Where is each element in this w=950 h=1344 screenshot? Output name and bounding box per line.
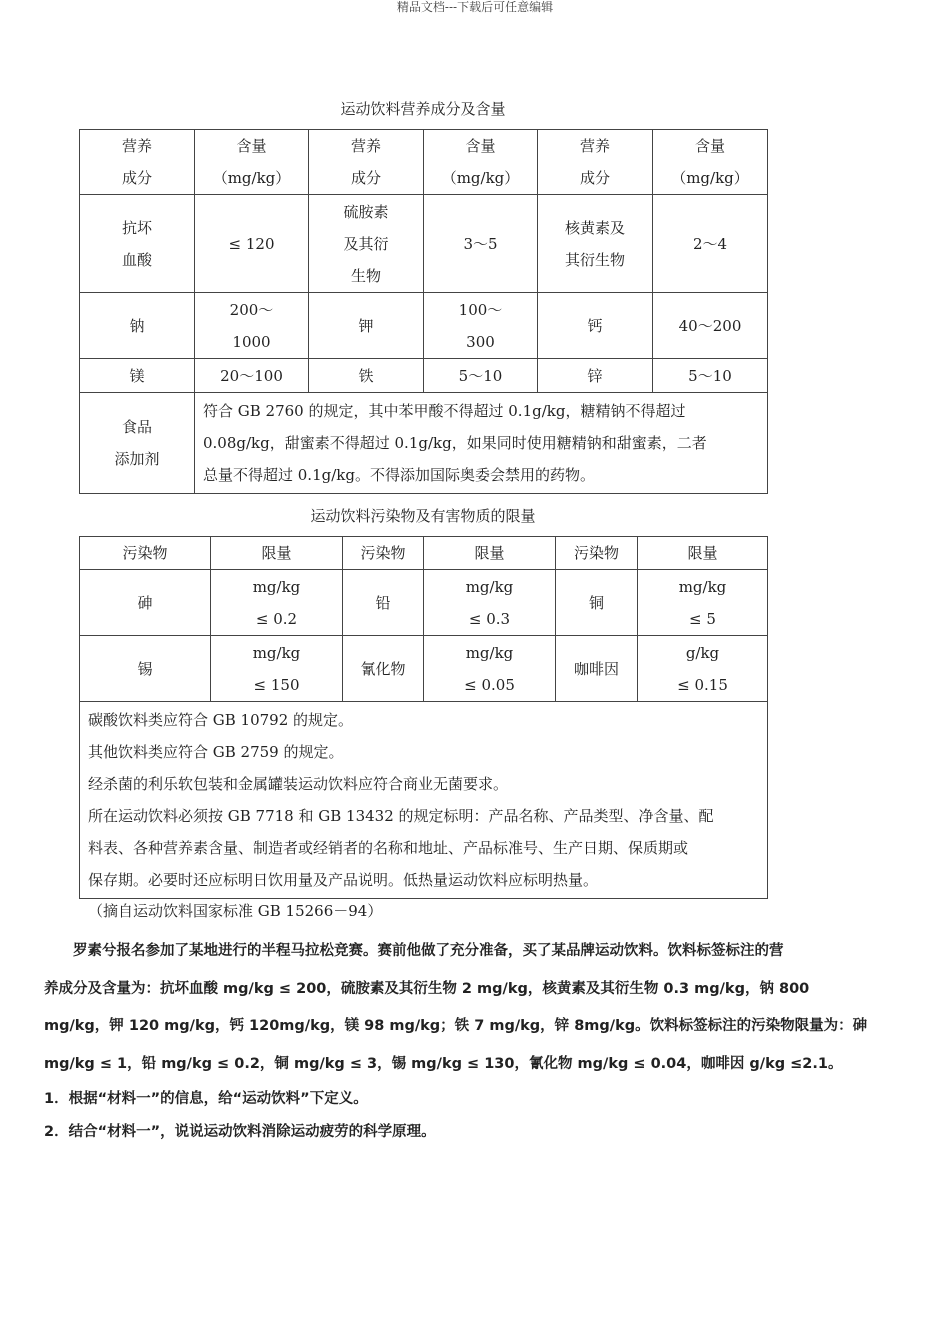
cell: 硫胺素 及其衍 生物 bbox=[309, 195, 424, 293]
notes-cell: 碳酸饮料类应符合 GB 10792 的规定。 其他饮料类应符合 GB 2759 的规定。 经杀菌的利乐软包装和金属罐装运动饮料应符合商业无菌要求。 所在运动饮料必须按 GB 7718 和 GB 13432 的规定标明：产品名称、产品类型、净含量、配 料表、各种营养素含量、制造者或经销者的名称和地址、产品标准号、生产日期、保质期或 保存期。必要时还应标明日饮用量及产品说明。低热量运动饮料应标明热量。 bbox=[80, 702, 768, 899]
cell: ≤ 120 bbox=[195, 195, 309, 293]
additive-text: 符合 GB 2760 的规定，其中苯甲酸不得超过 0.1g/kg，糖精钠不得超过 0.08g/kg，甜蜜素不得超过 0.1g/kg，如果同时使用糖精钠和甜蜜素，二者 总量不得超过 0.1g/kg。不得添加国际奥委会禁用的药物。 bbox=[195, 393, 768, 494]
contaminant-table bbox=[79, 536, 768, 899]
cell: mg/kg ≤ 0.05 bbox=[424, 636, 556, 702]
header-cell: 含量 （mg/kg） bbox=[195, 130, 309, 195]
cell: mg/kg ≤ 0.3 bbox=[424, 570, 556, 636]
material-paragraph: 罗素兮报名参加了某地进行的半程马拉松竞赛。赛前他做了充分准备，买了某品牌运动饮料。饮料标签标注的营 养成分及含量为：抗坏血酸 mg/kg ≤ 200，硫胺素及其衍生物 2 mg/kg，核黄素及其衍生物 0.3 mg/kg，钠 800 mg/kg，钾 120 mg/kg，钙 120mg/kg，镁 98 mg/kg；铁 7 mg/kg，锌 8mg/kg。饮料标签标注的污染物限量为：砷 mg/kg ≤ 1，铅 mg/kg ≤ 0.2，铜 mg/kg ≤ 3，锡 mg/kg ≤ 130，氰化物 mg/kg ≤ 0.04，咖啡因 g/kg ≤2.1。 bbox=[44, 943, 868, 1072]
header-cell: 营养 成分 bbox=[538, 130, 653, 195]
cell: 5～10 bbox=[653, 359, 768, 393]
cell: 100～ 300 bbox=[424, 293, 538, 359]
header-cell: 营养 成分 bbox=[309, 130, 424, 195]
cell: 3～5 bbox=[424, 195, 538, 293]
nutrition-table bbox=[79, 129, 768, 494]
cell: 钠 bbox=[80, 293, 195, 359]
table2-title: 运动饮料污染物及有害物质的限量 bbox=[310, 507, 536, 525]
cell: 砷 bbox=[80, 570, 211, 636]
header-cell: 污染物 bbox=[556, 537, 638, 570]
cell: 钙 bbox=[538, 293, 653, 359]
header-cell: 限量 bbox=[424, 537, 556, 570]
cell: 铅 bbox=[343, 570, 424, 636]
header-cell: 营养 成分 bbox=[80, 130, 195, 195]
cell: 200～ 1000 bbox=[195, 293, 309, 359]
cell: 20～100 bbox=[195, 359, 309, 393]
header-cell: 污染物 bbox=[343, 537, 424, 570]
additive-label: 食品 添加剂 bbox=[80, 393, 195, 494]
source-citation: （摘自运动饮料国家标准 GB 15266－94） bbox=[88, 902, 383, 920]
header-cell: 含量 （mg/kg） bbox=[424, 130, 538, 195]
nutrition-header-row bbox=[80, 130, 768, 195]
header-cell: 含量 （mg/kg） bbox=[653, 130, 768, 195]
cell: 抗坏 血酸 bbox=[80, 195, 195, 293]
header-cell: 限量 bbox=[638, 537, 768, 570]
cell: mg/kg ≤ 5 bbox=[638, 570, 768, 636]
cell: 铁 bbox=[309, 359, 424, 393]
cell: mg/kg ≤ 0.2 bbox=[211, 570, 343, 636]
cell: 咖啡因 bbox=[556, 636, 638, 702]
cell: 钾 bbox=[309, 293, 424, 359]
cell: 铜 bbox=[556, 570, 638, 636]
header-cell: 污染物 bbox=[80, 537, 211, 570]
cell: 锌 bbox=[538, 359, 653, 393]
table-row bbox=[80, 570, 768, 636]
question-list bbox=[44, 1083, 914, 1149]
cell: 40～200 bbox=[653, 293, 768, 359]
question-item: 1．根据“材料一”的信息，给“运动饮料”下定义。 bbox=[44, 1091, 368, 1107]
table-row bbox=[80, 293, 768, 359]
table-row bbox=[80, 636, 768, 702]
cell: 镁 bbox=[80, 359, 195, 393]
header-cell: 限量 bbox=[211, 537, 343, 570]
cell: 氰化物 bbox=[343, 636, 424, 702]
page-header: 精品文档---下载后可任意编辑 bbox=[396, 0, 554, 14]
table-row bbox=[80, 359, 768, 393]
additive-row bbox=[80, 393, 768, 494]
cell: 核黄素及 其衍生物 bbox=[538, 195, 653, 293]
contaminant-header-row bbox=[80, 537, 768, 570]
cell: mg/kg ≤ 150 bbox=[211, 636, 343, 702]
cell: 5～10 bbox=[424, 359, 538, 393]
question-item: 2．结合“材料一”，说说运动饮料消除运动疲劳的科学原理。 bbox=[44, 1124, 436, 1140]
cell: 2～4 bbox=[653, 195, 768, 293]
table1-title: 运动饮料营养成分及含量 bbox=[340, 100, 506, 118]
cell: g/kg ≤ 0.15 bbox=[638, 636, 768, 702]
table-row bbox=[80, 195, 768, 293]
notes-row bbox=[80, 702, 768, 899]
cell: 锡 bbox=[80, 636, 211, 702]
